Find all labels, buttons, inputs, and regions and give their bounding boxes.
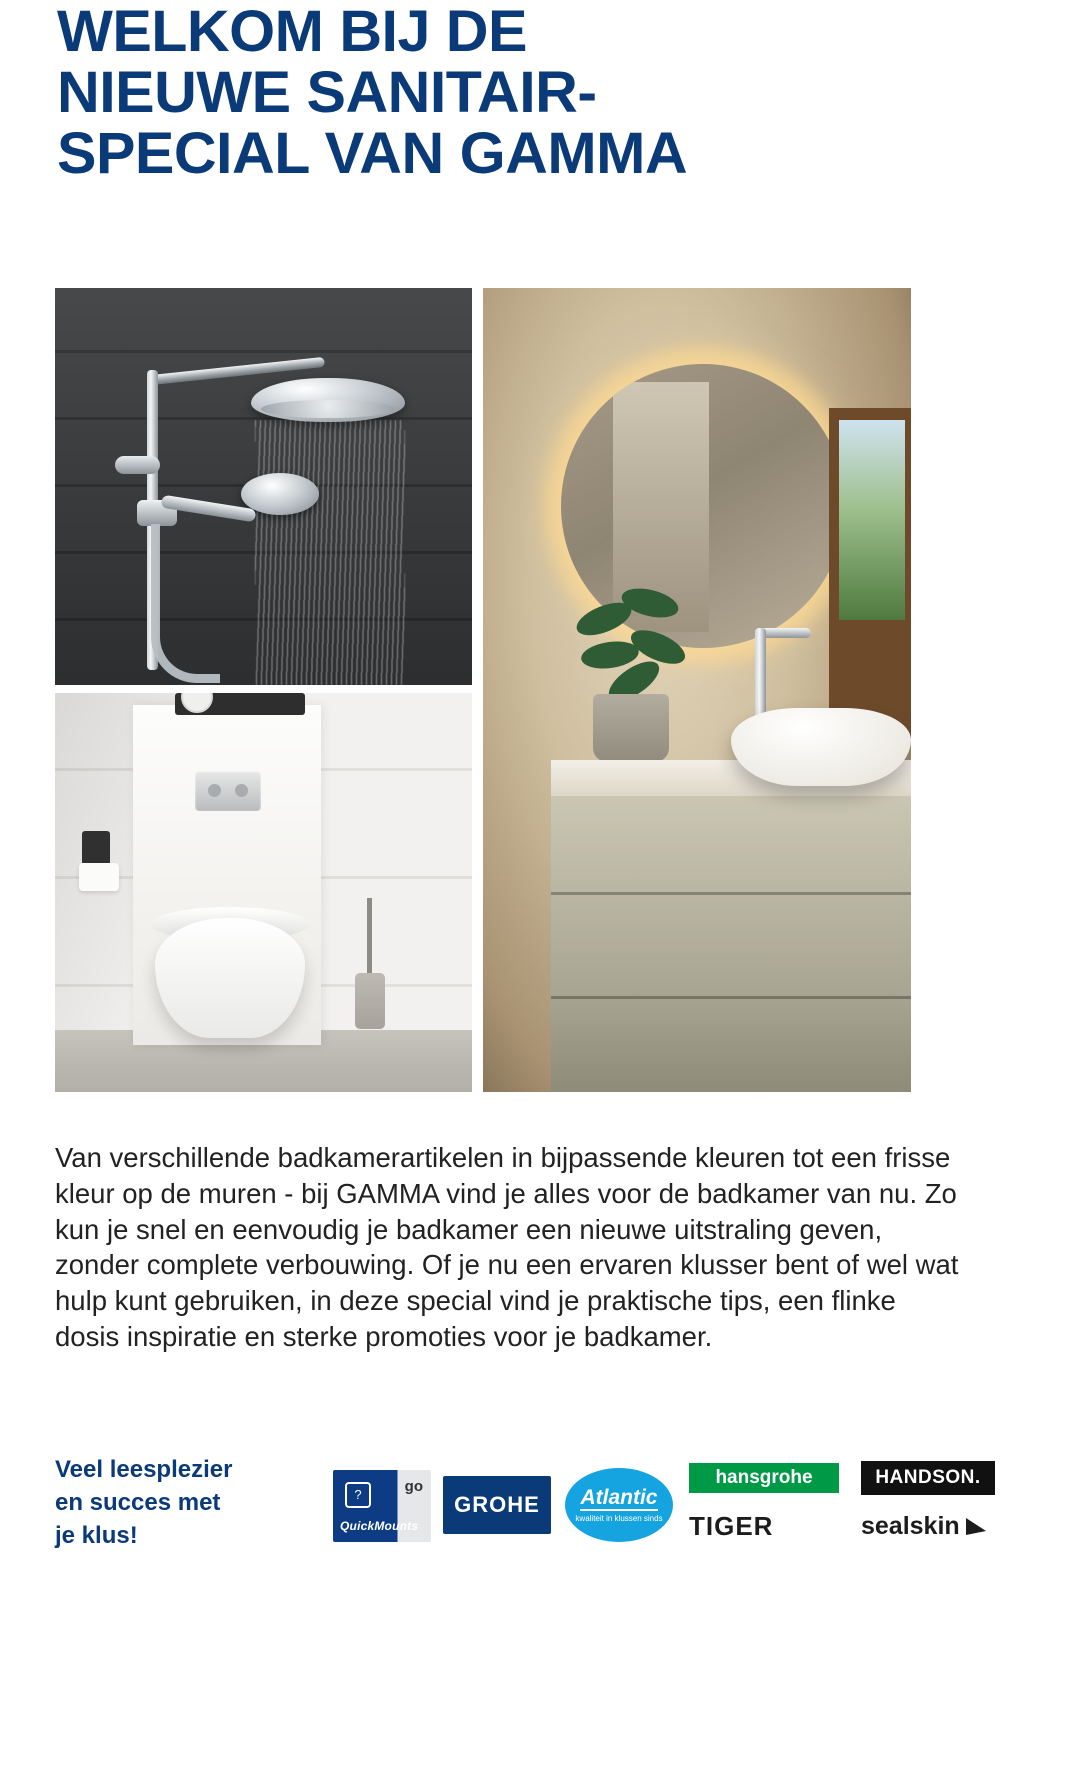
wall-bracket bbox=[115, 456, 160, 474]
tiger-logo: TIGER bbox=[689, 1510, 774, 1541]
vanity-cabinet bbox=[551, 796, 911, 1092]
flush-plate-icon bbox=[195, 771, 261, 811]
window-pane bbox=[839, 420, 905, 620]
toilet-paper-roll bbox=[79, 863, 119, 891]
atlantic-wordmark: Atlantic bbox=[580, 1487, 657, 1511]
photo-collage bbox=[55, 288, 911, 1098]
vanity-drawer-divider bbox=[551, 892, 911, 895]
closing-note-line-1: Veel leesplezier bbox=[55, 1456, 233, 1483]
grohe-logo: GROHE bbox=[443, 1476, 551, 1534]
page-title-line-1: WELKOM BIJ DE bbox=[57, 0, 527, 64]
toilet-photo bbox=[55, 693, 472, 1092]
plant-icon bbox=[575, 588, 695, 700]
closing-note bbox=[55, 1453, 315, 1552]
toilet-paper-holder-icon bbox=[82, 831, 110, 865]
quickmount-mark-icon: ? bbox=[345, 1482, 371, 1508]
quickmount-logo bbox=[333, 1470, 431, 1542]
toilet-brush-handle bbox=[367, 898, 372, 976]
toilet-bowl bbox=[155, 918, 305, 1038]
atlantic-logo bbox=[565, 1468, 673, 1542]
quickmount-go-label: go bbox=[404, 1478, 423, 1495]
shower-photo bbox=[55, 288, 472, 685]
handson-logo: HANDSON. bbox=[861, 1461, 995, 1495]
page-title bbox=[57, 2, 1007, 185]
atlantic-tagline: kwaliteit in klussen sinds bbox=[575, 1514, 663, 1524]
sealskin-mark-icon bbox=[966, 1518, 986, 1535]
water-spray bbox=[255, 420, 405, 685]
toilet-brush-holder-icon bbox=[355, 973, 385, 1029]
rain-shower-head-icon bbox=[251, 378, 405, 422]
page-title-line-2: NIEUWE SANITAIR- bbox=[57, 59, 597, 125]
page-title-line-3: SPECIAL VAN GAMMA bbox=[57, 120, 688, 186]
closing-note-line-2: en succes met bbox=[55, 1489, 221, 1517]
basin-photo bbox=[483, 288, 911, 1092]
intro-paragraph: Van verschillende badkamerartikelen in bijpassende kleuren tot een frisse kleur op de muren - bij GAMMA vind je alles voor de badkamer van nu. Zo kun je snel en eenvoudig je badkamer een nieuwe uitstraling geven, zonder complete verbouwing. Of je nu een ervaren klusser bent of wel wat hulp kunt gebruiken, in deze special vind je praktische tips, een flinke dosis inspiratie en sterke promoties voor je badkamer. bbox=[55, 1142, 959, 1352]
plant-pot bbox=[593, 694, 669, 762]
shower-hose bbox=[151, 524, 220, 683]
closing-note-line-3: je klus! bbox=[55, 1522, 138, 1550]
quickmount-wordmark: QuickMounts bbox=[340, 1519, 419, 1533]
intro-text bbox=[55, 1140, 960, 1355]
vanity-drawer-divider bbox=[551, 996, 911, 999]
sealskin-wordmark: sealskin bbox=[861, 1511, 960, 1540]
washbasin-bowl bbox=[731, 708, 911, 786]
hansgrohe-logo: hansgrohe bbox=[689, 1463, 839, 1493]
sealskin-logo bbox=[861, 1510, 1011, 1542]
brand-logo-strip bbox=[333, 1448, 981, 1558]
